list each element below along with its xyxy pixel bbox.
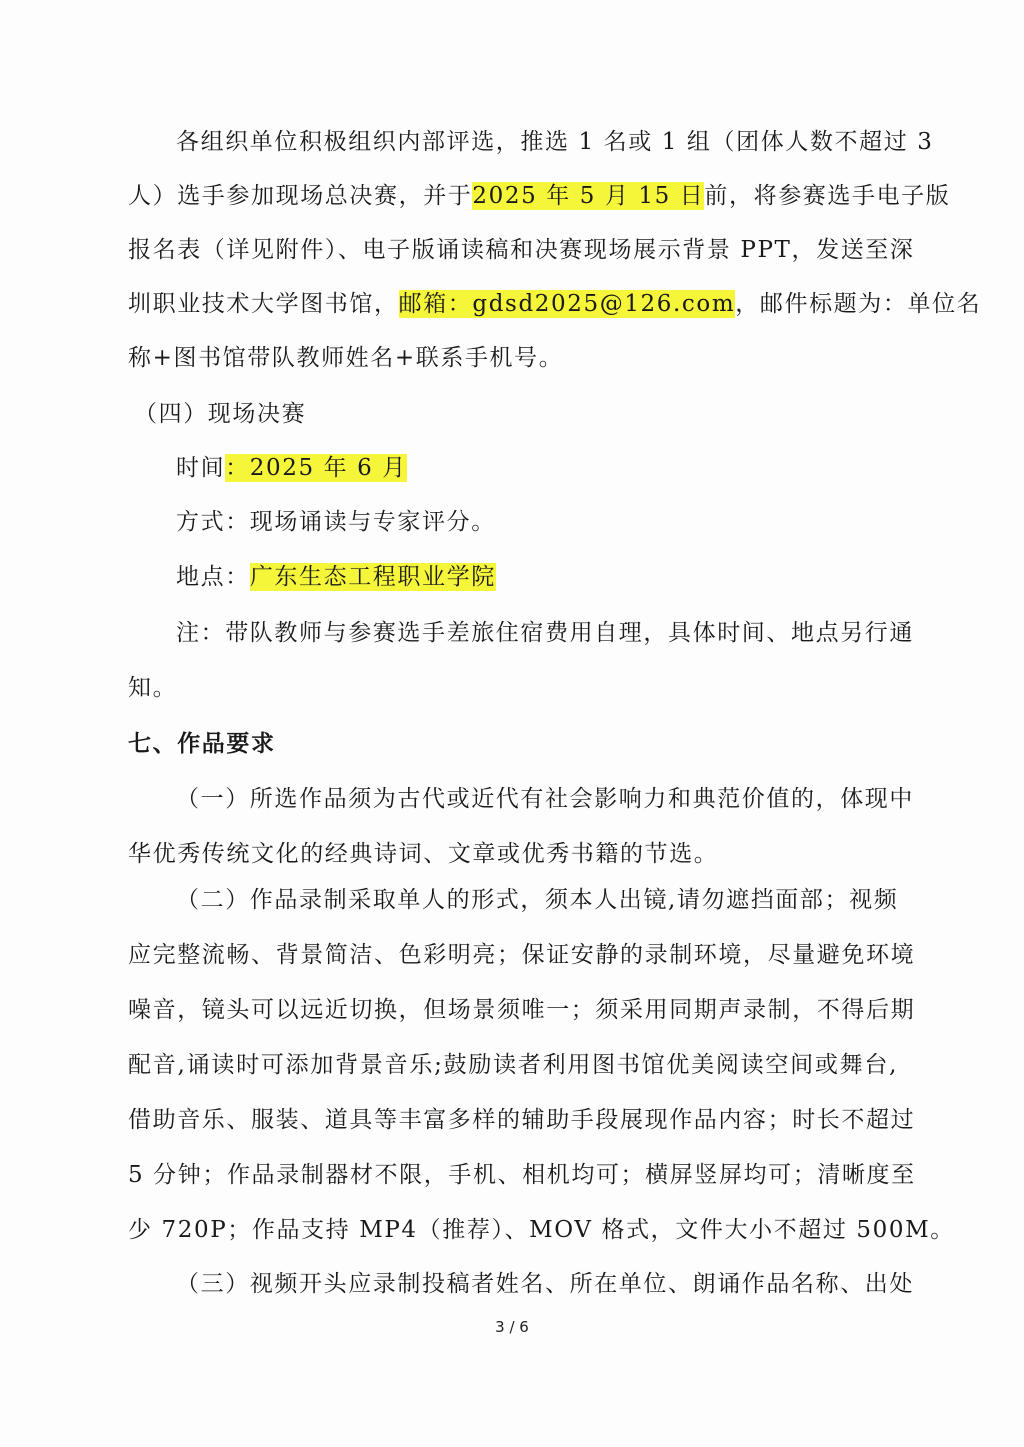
- section7-title: 七、作品要求: [128, 731, 276, 757]
- req2-line3: 噪音，镜头可以远近切换，但场景须唯一；须采用同期声录制，不得后期: [128, 997, 916, 1023]
- req1-line2: 华优秀传统文化的经典诗词、文章或优秀书籍的节选。: [128, 841, 719, 867]
- time-highlight: ：2025 年 6 月: [225, 455, 407, 481]
- time-line: [176, 452, 946, 484]
- para1-line3: 报名表（详见附件）、电子版诵读稿和决赛现场展示背景 PPT，发送至深: [128, 237, 915, 263]
- req2-line1: （二）作品录制采取单人的形式，须本人出镜,请勿遮挡面部；视频: [176, 887, 899, 913]
- para1-line4: [128, 288, 982, 320]
- place-label: 地点：: [176, 564, 250, 590]
- req2-line4: 配音,诵读时可添加背景音乐;鼓励读者利用图书馆优美阅读空间或舞台,: [128, 1052, 898, 1078]
- req2-line2: 应完整流畅、背景简洁、色彩明亮；保证安静的录制环境，尽量避免环境: [128, 942, 916, 968]
- para1-line4-text: 圳职业技术大学图书馆，: [128, 291, 399, 317]
- para1-line5: 称+图书馆带队教师姓名+联系手机号。: [128, 345, 564, 371]
- req3-line1: （三）视频开头应录制投稿者姓名、所在单位、朗诵作品名称、出处: [176, 1271, 914, 1297]
- page-number: 3 / 6: [495, 1318, 529, 1336]
- para1-line2: [128, 180, 951, 212]
- para1-line1: 各组织单位积极组织内部评选，推选 1 名或 1 组（团体人数不超过 3: [176, 129, 934, 155]
- para1-line2-text-after: 前，将参赛选手电子版: [704, 183, 951, 209]
- req2-line6: 5 分钟；作品录制器材不限，手机、相机均可；横屏竖屏均可；清晰度至: [128, 1162, 916, 1188]
- time-label: 时间: [176, 455, 226, 481]
- req2-line5: 借助音乐、服装、道具等丰富多样的辅助手段展现作品内容；时长不超过: [128, 1107, 916, 1133]
- section4-title: （四）现场决赛: [134, 401, 307, 427]
- req2-line7: 少 720P；作品支持 MP4（推荐）、MOV 格式，文件大小不超过 500M。: [128, 1217, 955, 1243]
- deadline-highlight: 2025 年 5 月 15 日: [472, 183, 705, 209]
- note-line1: 注：带队教师与参赛选手差旅住宿费用自理，具体时间、地点另行通: [176, 620, 914, 646]
- place-line: [176, 561, 946, 593]
- para1-line2-text: 人）选手参加现场总决赛，并于: [128, 183, 473, 209]
- note-line2: 知。: [128, 675, 178, 701]
- method-line: 方式：现场诵读与专家评分。: [176, 509, 496, 535]
- email-highlight: 邮箱：gdsd2025@126.com: [398, 291, 736, 317]
- para1-line4-text-after: ，邮件标题为：单位名: [735, 291, 982, 317]
- place-highlight: 广东生态工程职业学院: [249, 564, 496, 590]
- req1-line1: （一）所选作品须为古代或近代有社会影响力和典范价值的，体现中: [176, 786, 914, 812]
